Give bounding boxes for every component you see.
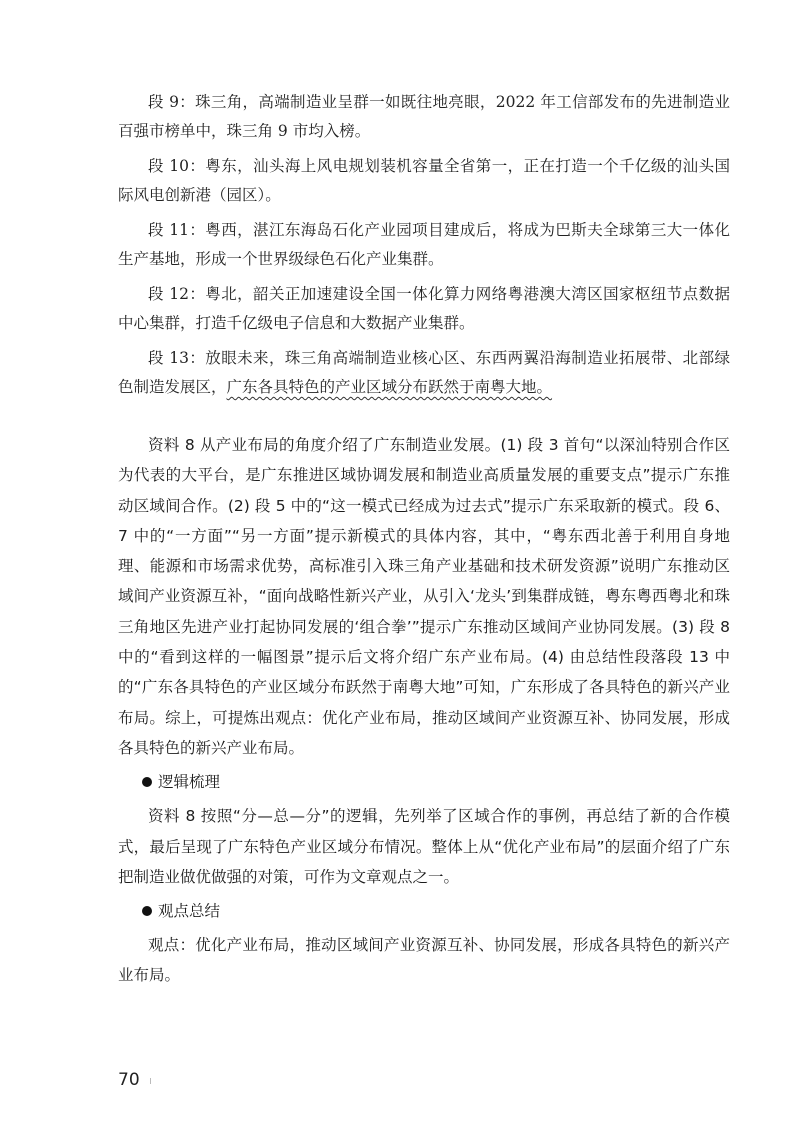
- bullet-icon: [142, 906, 152, 916]
- paragraph-13-underlined: 广东各具特色的产业区域分布跃然于南粤大地。: [226, 378, 553, 396]
- page-number: 70: [118, 1070, 140, 1090]
- paragraph-9: 段 9：珠三角，高端制造业呈群一如既往地亮眼，2022 年工信部发布的先进制造业百强市榜单中，珠三角 9 市均入榜。: [118, 93, 730, 140]
- summary-heading-label: 观点总结: [158, 902, 221, 921]
- paragraph-10: 段 10：粤东，汕头海上风电规划装机容量全省第一，正在打造一个千亿级的汕头国际风电创新港（园区）。: [118, 157, 730, 204]
- bullet-icon: [142, 777, 152, 787]
- scan-artifact: [150, 1078, 151, 1084]
- logic-heading: [118, 767, 730, 797]
- scanned-excerpt: [118, 88, 730, 408]
- paragraph-13-text: 段 13：放眼未来，珠三角高端制造业核心区、东西两翼沿海制造业拓展带、北部绿色制造发展区，: [118, 349, 730, 396]
- paragraph-11: 段 11：粤西，湛江东海岛石化产业园项目建成后，将成为巴斯夫全球第三大一体化生产基地，形成一个世界级绿色石化产业集群。: [118, 221, 730, 268]
- logic-paragraph: 资料 8 按照“分—总—分”的逻辑，先列举了区域合作的事例，再总结了新的合作模式，最后呈现了广东特色产业区域分布情况。整体上从“优化产业布局”的层面介绍了广东把制造业做优做强的对策，可作为文章观点之一。: [118, 807, 730, 886]
- analysis-paragraph: 资料 8 从产业布局的角度介绍了广东制造业发展。(1) 段 3 首句“以深汕特别合作区为代表的大平台，是广东推进区域协调发展和制造业高质量发展的重要支点”提示广东推动区域间合作。(2) 段 5 中的“这一模式已经成为过去式”提示广东采取新的模式。段 6、7 中的“一方面”“另一方面”提示新模式的具体内容，其中，“粤东西北善于利用自身地理、能源和市场需求优势，高标准引入珠三角产业基础和技术研发资源”说明广东推动区域间产业资源互补，“面向战略性新兴产业，从引入‘龙头’到集群成链，粤东粤西粤北和珠三角地区先进产业打起协同发展的‘组合拳’”提示广东推动区域间产业协同发展。(3) 段 8 中的“看到这样的一幅图景”提示后文将介绍广东产业布局。(4) 由总结性段落段 13 中的“广东各具特色的产业区域分布跃然于南粤大地”可知，广东形成了各具特色的新兴产业布局。综上，可提炼出观点：优化产业布局，推动区域间产业资源互补、协同发展，形成各具特色的新兴产业布局。: [118, 436, 730, 757]
- summary-heading: [118, 896, 730, 926]
- paragraph-13: [118, 344, 730, 402]
- analysis-section: [118, 430, 730, 991]
- logic-heading-label: 逻辑梳理: [158, 773, 221, 792]
- summary-paragraph: 观点：优化产业布局，推动区域间产业资源互补、协同发展，形成各具特色的新兴产业布局。: [118, 936, 730, 985]
- paragraph-12: 段 12：粤北，韶关正加速建设全国一体化算力网络粤港澳大湾区国家枢纽节点数据中心集群，打造千亿级电子信息和大数据产业集群。: [118, 285, 730, 332]
